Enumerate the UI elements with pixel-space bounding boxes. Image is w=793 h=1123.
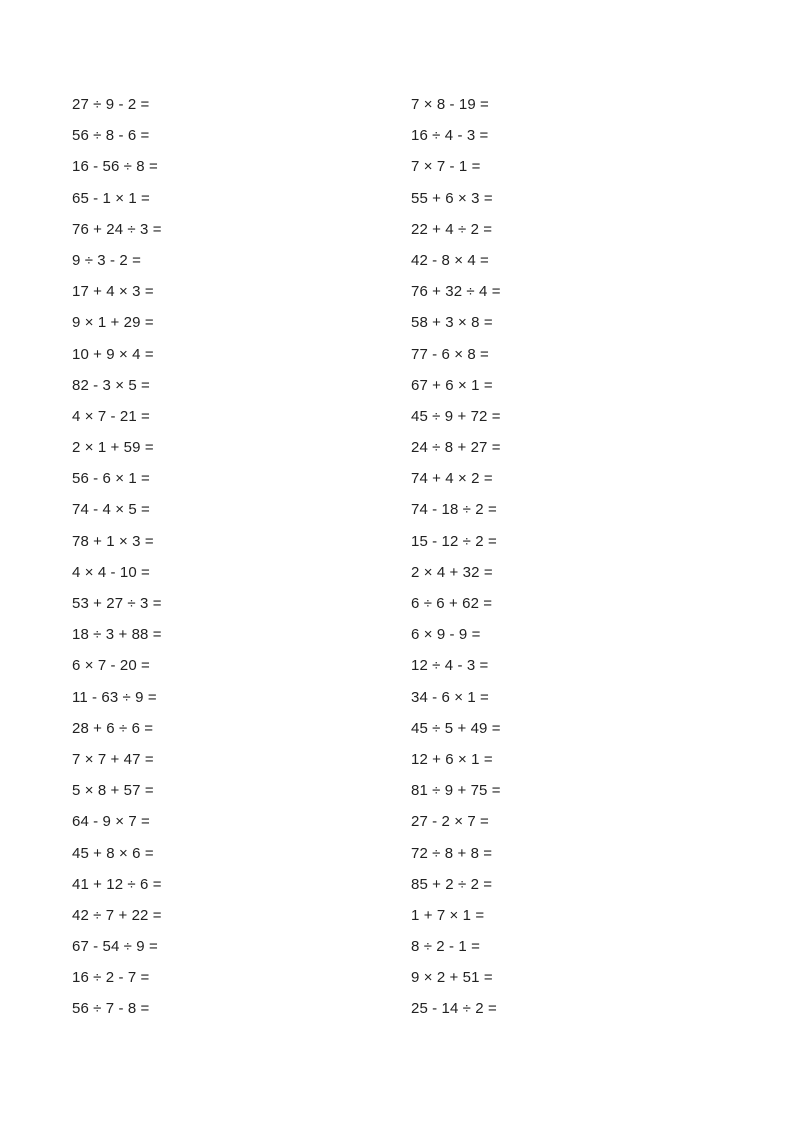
problem-item: 1 + 7 × 1 = bbox=[411, 906, 485, 924]
problem-item: 42 - 8 × 4 = bbox=[411, 251, 489, 269]
problem-item: 5 × 8 + 57 = bbox=[72, 782, 154, 800]
problem-item: 76 + 32 ÷ 4 = bbox=[411, 283, 501, 301]
problem-item: 56 - 6 × 1 = bbox=[72, 470, 150, 488]
problem-item: 24 ÷ 8 + 27 = bbox=[411, 439, 501, 457]
problem-item: 56 ÷ 7 - 8 = bbox=[72, 1000, 150, 1018]
left-problem-column bbox=[72, 94, 162, 1030]
problem-item: 11 - 63 ÷ 9 = bbox=[72, 688, 157, 706]
right-problem-column bbox=[411, 94, 501, 1030]
problem-item: 16 ÷ 4 - 3 = bbox=[411, 127, 489, 145]
problem-item: 56 ÷ 8 - 6 = bbox=[72, 127, 150, 145]
problem-item: 76 + 24 ÷ 3 = bbox=[72, 220, 162, 238]
problem-item: 18 ÷ 3 + 88 = bbox=[72, 626, 162, 644]
problem-item: 17 + 4 × 3 = bbox=[72, 283, 154, 301]
problem-item: 22 + 4 ÷ 2 = bbox=[411, 220, 493, 238]
problem-item: 58 + 3 × 8 = bbox=[411, 314, 493, 332]
problem-item: 10 + 9 × 4 = bbox=[72, 345, 154, 363]
problem-item: 9 ÷ 3 - 2 = bbox=[72, 251, 141, 269]
problem-item: 27 ÷ 9 - 2 = bbox=[72, 96, 150, 113]
problem-item: 67 + 6 × 1 = bbox=[411, 376, 493, 394]
problem-item: 41 + 12 ÷ 6 = bbox=[72, 875, 162, 893]
problem-item: 74 - 4 × 5 = bbox=[72, 501, 150, 519]
problem-item: 12 + 6 × 1 = bbox=[411, 750, 493, 768]
problem-item: 16 - 56 ÷ 8 = bbox=[72, 158, 158, 176]
problem-item: 78 + 1 × 3 = bbox=[72, 532, 154, 550]
problem-item: 28 + 6 ÷ 6 = bbox=[72, 719, 154, 737]
problem-item: 45 ÷ 5 + 49 = bbox=[411, 719, 501, 737]
problem-item: 6 × 9 - 9 = bbox=[411, 626, 481, 644]
problem-item: 6 × 7 - 20 = bbox=[72, 657, 150, 675]
problem-item: 16 ÷ 2 - 7 = bbox=[72, 969, 150, 987]
problem-item: 4 × 4 - 10 = bbox=[72, 563, 150, 581]
problem-item: 7 × 7 + 47 = bbox=[72, 750, 154, 768]
problem-item: 45 ÷ 9 + 72 = bbox=[411, 407, 501, 425]
problem-item: 15 - 12 ÷ 2 = bbox=[411, 532, 497, 550]
problem-item: 53 + 27 ÷ 3 = bbox=[72, 595, 162, 612]
problem-item: 12 ÷ 4 - 3 = bbox=[411, 657, 489, 675]
problem-item: 45 + 8 × 6 = bbox=[72, 844, 154, 862]
problem-item: 4 × 7 - 21 = bbox=[72, 407, 150, 425]
problem-item: 27 - 2 × 7 = bbox=[411, 813, 489, 831]
problem-item: 8 ÷ 2 - 1 = bbox=[411, 938, 480, 956]
problem-item: 85 + 2 ÷ 2 = bbox=[411, 875, 493, 893]
problem-item: 9 × 2 + 51 = bbox=[411, 969, 493, 987]
problem-item: 65 - 1 × 1 = bbox=[72, 189, 150, 207]
problem-item: 6 ÷ 6 + 62 = bbox=[411, 595, 493, 612]
problem-item: 74 - 18 ÷ 2 = bbox=[411, 501, 497, 519]
problem-item: 72 ÷ 8 + 8 = bbox=[411, 844, 493, 862]
problem-item: 7 × 7 - 1 = bbox=[411, 158, 481, 176]
problem-item: 9 × 1 + 29 = bbox=[72, 314, 154, 332]
problem-item: 81 ÷ 9 + 75 = bbox=[411, 782, 501, 800]
problem-item: 82 - 3 × 5 = bbox=[72, 376, 150, 394]
problem-item: 2 × 4 + 32 = bbox=[411, 563, 493, 581]
problem-item: 34 - 6 × 1 = bbox=[411, 688, 489, 706]
problem-item: 2 × 1 + 59 = bbox=[72, 439, 154, 457]
problem-item: 42 ÷ 7 + 22 = bbox=[72, 906, 162, 924]
problem-item: 67 - 54 ÷ 9 = bbox=[72, 938, 158, 956]
problem-item: 55 + 6 × 3 = bbox=[411, 189, 493, 207]
problem-item: 74 + 4 × 2 = bbox=[411, 470, 493, 488]
problem-item: 7 × 8 - 19 = bbox=[411, 96, 489, 113]
problem-item: 25 - 14 ÷ 2 = bbox=[411, 1000, 497, 1018]
problem-item: 64 - 9 × 7 = bbox=[72, 813, 150, 831]
problem-item: 77 - 6 × 8 = bbox=[411, 345, 489, 363]
